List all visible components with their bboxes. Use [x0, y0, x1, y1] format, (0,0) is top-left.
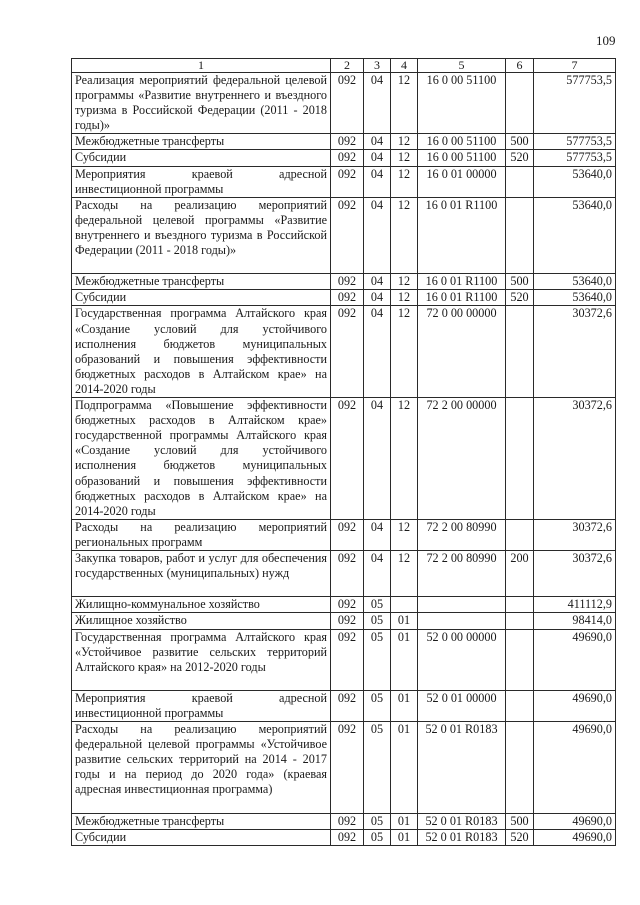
- row-name-cell: Субсидии: [72, 829, 331, 845]
- column-header-2: 2: [331, 59, 364, 73]
- row-amount: 577753,5: [534, 150, 616, 166]
- row-target-article: 16 0 00 51100: [418, 134, 506, 150]
- row-target-article: 72 0 00 00000: [418, 306, 506, 398]
- table-row: [72, 629, 616, 690]
- row-expense-type: [506, 629, 534, 690]
- row-subsection-code: 12: [391, 166, 418, 197]
- row-target-article: 52 0 01 R0183: [418, 722, 506, 814]
- row-name-cell: Государственная программа Алтайского края «Создание условий для устойчивого исполнения бюджетов муниципальных образований и повышения эффективности бюджетных расходов в Алтайском крае» на 2014-2020 годы: [72, 306, 331, 398]
- row-name-cell: Субсидии: [72, 150, 331, 166]
- row-subsection-code: 01: [391, 690, 418, 721]
- row-ministry-code: 092: [331, 690, 364, 721]
- table-row: [72, 197, 616, 274]
- row-target-article: 16 0 01 R1100: [418, 197, 506, 274]
- table-row: [72, 519, 616, 550]
- row-name-cell: Субсидии: [72, 290, 331, 306]
- row-target-article: 16 0 01 R1100: [418, 274, 506, 290]
- table-row: [72, 690, 616, 721]
- table-row: [72, 166, 616, 197]
- row-amount: 98414,0: [534, 613, 616, 629]
- row-section-code: 04: [364, 166, 391, 197]
- row-name-cell: Государственная программа Алтайского края «Устойчивое развитие сельских территорий Алтайского края» на 2012-2020 годы: [72, 629, 331, 690]
- row-subsection-code: 12: [391, 551, 418, 597]
- row-target-article: 72 2 00 80990: [418, 551, 506, 597]
- row-subsection-code: 12: [391, 197, 418, 274]
- row-expense-type: [506, 519, 534, 550]
- row-ministry-code: 092: [331, 197, 364, 274]
- row-target-article: 16 0 00 51100: [418, 150, 506, 166]
- row-amount: 411112,9: [534, 597, 616, 613]
- row-expense-type: 200: [506, 551, 534, 597]
- table-row: [72, 551, 616, 597]
- row-subsection-code: 01: [391, 613, 418, 629]
- column-header-1: 1: [72, 59, 331, 73]
- row-target-article: 16 0 01 R1100: [418, 290, 506, 306]
- row-name-cell: Межбюджетные трансферты: [72, 813, 331, 829]
- row-target-article: 72 2 00 80990: [418, 519, 506, 550]
- row-amount: 53640,0: [534, 197, 616, 274]
- row-subsection-code: 12: [391, 290, 418, 306]
- row-amount: 53640,0: [534, 166, 616, 197]
- row-name-cell: Жилищно-коммунальное хозяйство: [72, 597, 331, 613]
- row-ministry-code: 092: [331, 398, 364, 520]
- row-target-article: 52 0 00 00000: [418, 629, 506, 690]
- row-ministry-code: 092: [331, 306, 364, 398]
- row-name-cell: Жилищное хозяйство: [72, 613, 331, 629]
- row-expense-type: [506, 197, 534, 274]
- row-ministry-code: 092: [331, 150, 364, 166]
- table-row: [72, 290, 616, 306]
- row-section-code: 04: [364, 73, 391, 134]
- row-target-article: 16 0 00 51100: [418, 73, 506, 134]
- column-header-3: 3: [364, 59, 391, 73]
- row-amount: 53640,0: [534, 290, 616, 306]
- row-name-cell: Расходы на реализацию мероприятий региональных программ: [72, 519, 331, 550]
- row-subsection-code: 12: [391, 398, 418, 520]
- row-ministry-code: 092: [331, 629, 364, 690]
- row-subsection-code: 01: [391, 829, 418, 845]
- row-section-code: 04: [364, 519, 391, 550]
- row-expense-type: 520: [506, 150, 534, 166]
- row-expense-type: 520: [506, 829, 534, 845]
- row-section-code: 04: [364, 274, 391, 290]
- table-body: [72, 73, 616, 846]
- row-target-article: 52 0 01 R0183: [418, 813, 506, 829]
- row-name-cell: Расходы на реализацию мероприятий федеральной целевой программы «Развитие внутреннего и въездного туризма в Российской Федерации (2011 - 2018 годы)»: [72, 197, 331, 274]
- row-expense-type: [506, 306, 534, 398]
- row-ministry-code: 092: [331, 829, 364, 845]
- row-amount: 577753,5: [534, 73, 616, 134]
- column-header-7: 7: [534, 59, 616, 73]
- row-expense-type: 500: [506, 274, 534, 290]
- row-amount: 30372,6: [534, 551, 616, 597]
- row-section-code: 05: [364, 690, 391, 721]
- row-amount: 53640,0: [534, 274, 616, 290]
- table-row: [72, 597, 616, 613]
- row-ministry-code: 092: [331, 290, 364, 306]
- row-ministry-code: 092: [331, 722, 364, 814]
- row-name-cell: Подпрограмма «Повышение эффективности бюджетных расходов в Алтайском крае» государственной программы Алтайского края «Создание условий для устойчивого исполнения бюджетов муниципальных образований и повышения эффективности бюджетных расходов в Алтайском крае» на 2014-2020 годы: [72, 398, 331, 520]
- row-subsection-code: 12: [391, 134, 418, 150]
- page-number: 109: [596, 33, 616, 48]
- row-section-code: 05: [364, 613, 391, 629]
- row-target-article: 52 0 01 00000: [418, 690, 506, 721]
- row-expense-type: [506, 613, 534, 629]
- row-target-article: 52 0 01 R0183: [418, 829, 506, 845]
- row-expense-type: [506, 722, 534, 814]
- row-subsection-code: 12: [391, 519, 418, 550]
- column-header-6: 6: [506, 59, 534, 73]
- row-ministry-code: 092: [331, 613, 364, 629]
- table-header-row: [72, 59, 616, 73]
- column-header-4: 4: [391, 59, 418, 73]
- row-target-article: 72 2 00 00000: [418, 398, 506, 520]
- row-expense-type: 520: [506, 290, 534, 306]
- row-ministry-code: 092: [331, 274, 364, 290]
- table-row: [72, 150, 616, 166]
- row-expense-type: 500: [506, 134, 534, 150]
- row-subsection-code: 12: [391, 73, 418, 134]
- row-subsection-code: [391, 597, 418, 613]
- row-amount: 49690,0: [534, 722, 616, 814]
- column-header-5: 5: [418, 59, 506, 73]
- row-section-code: 05: [364, 722, 391, 814]
- row-ministry-code: 092: [331, 551, 364, 597]
- row-expense-type: [506, 398, 534, 520]
- row-ministry-code: 092: [331, 166, 364, 197]
- row-section-code: 05: [364, 597, 391, 613]
- row-name-cell: Расходы на реализацию мероприятий федеральной целевой программы «Устойчивое развитие сельских территорий на 2014 - 2017 годы и на период до 2020 года» (краевая адресная инвестиционная программа): [72, 722, 331, 814]
- row-subsection-code: 01: [391, 813, 418, 829]
- row-subsection-code: 12: [391, 274, 418, 290]
- table-row: [72, 813, 616, 829]
- table-row: [72, 73, 616, 134]
- table-row: [72, 829, 616, 845]
- row-amount: 30372,6: [534, 398, 616, 520]
- row-section-code: 04: [364, 398, 391, 520]
- row-name-cell: Межбюджетные трансферты: [72, 274, 331, 290]
- row-subsection-code: 01: [391, 722, 418, 814]
- row-section-code: 05: [364, 813, 391, 829]
- row-section-code: 04: [364, 197, 391, 274]
- row-subsection-code: 12: [391, 306, 418, 398]
- table-row: [72, 613, 616, 629]
- row-target-article: [418, 597, 506, 613]
- row-name-cell: Мероприятия краевой адресной инвестиционной программы: [72, 690, 331, 721]
- row-ministry-code: 092: [331, 597, 364, 613]
- row-expense-type: [506, 73, 534, 134]
- row-section-code: 04: [364, 551, 391, 597]
- row-ministry-code: 092: [331, 519, 364, 550]
- table-row: [72, 274, 616, 290]
- row-amount: 30372,6: [534, 306, 616, 398]
- table-row: [72, 134, 616, 150]
- row-expense-type: [506, 690, 534, 721]
- row-target-article: 16 0 01 00000: [418, 166, 506, 197]
- row-amount: 49690,0: [534, 690, 616, 721]
- row-amount: 49690,0: [534, 829, 616, 845]
- row-ministry-code: 092: [331, 134, 364, 150]
- table-row: [72, 306, 616, 398]
- row-section-code: 04: [364, 150, 391, 166]
- row-amount: 49690,0: [534, 813, 616, 829]
- row-amount: 577753,5: [534, 134, 616, 150]
- row-section-code: 05: [364, 829, 391, 845]
- row-section-code: 04: [364, 134, 391, 150]
- row-expense-type: 500: [506, 813, 534, 829]
- row-section-code: 05: [364, 629, 391, 690]
- row-expense-type: [506, 166, 534, 197]
- row-name-cell: Реализация мероприятий федеральной целевой программы «Развитие внутреннего и въездного туризма в Российской Федерации (2011 - 2018 годы)»: [72, 73, 331, 134]
- row-ministry-code: 092: [331, 813, 364, 829]
- row-name-cell: Мероприятия краевой адресной инвестиционной программы: [72, 166, 331, 197]
- row-subsection-code: 01: [391, 629, 418, 690]
- budget-table: [71, 58, 616, 846]
- row-amount: 30372,6: [534, 519, 616, 550]
- row-amount: 49690,0: [534, 629, 616, 690]
- row-expense-type: [506, 597, 534, 613]
- table-row: [72, 722, 616, 814]
- row-ministry-code: 092: [331, 73, 364, 134]
- row-subsection-code: 12: [391, 150, 418, 166]
- row-name-cell: Закупка товаров, работ и услуг для обеспечения государственных (муниципальных) нужд: [72, 551, 331, 597]
- row-target-article: [418, 613, 506, 629]
- row-section-code: 04: [364, 290, 391, 306]
- row-section-code: 04: [364, 306, 391, 398]
- row-name-cell: Межбюджетные трансферты: [72, 134, 331, 150]
- table-row: [72, 398, 616, 520]
